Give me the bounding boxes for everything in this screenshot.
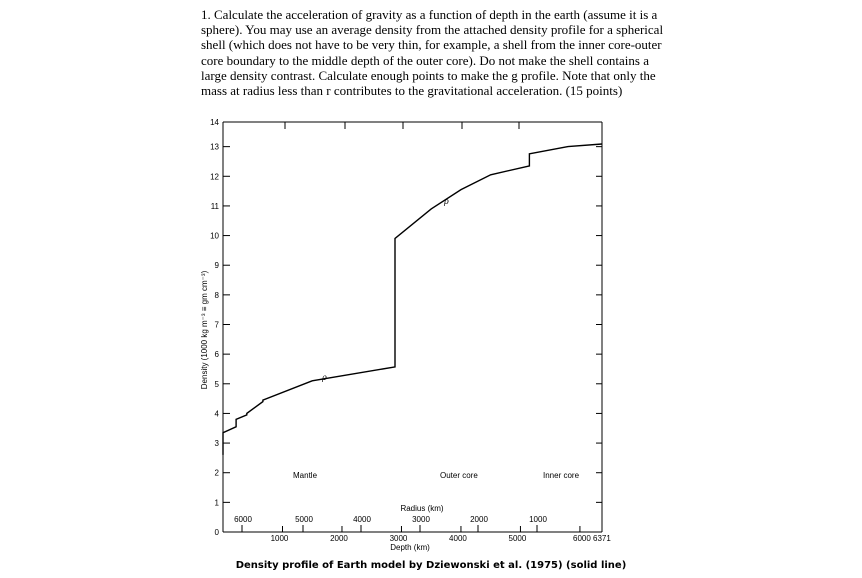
density-curve [223,144,602,455]
radius-tick-label-6000: 6000 [234,515,252,524]
curve-label-core-rho: ρ [444,197,449,206]
depth-tick-label-2000: 2000 [330,534,348,543]
y-tick-label-5: 5 [214,379,219,389]
radius-axis-label: Radius (km) [400,504,444,513]
region-label-inner-core: Inner core [543,471,580,480]
y-tick-label-6: 6 [214,350,219,360]
radius-tick-label-1000: 1000 [529,515,547,524]
depth-tick-label-1000: 1000 [270,534,289,543]
region-label-outer-core: Outer core [440,471,478,480]
depth-tick-label-6000-6371: 6000 6371 [573,534,611,543]
y-tick-label-1: 1 [214,498,219,508]
depth-tick-label-3000: 3000 [389,534,408,543]
radius-tick-label-2000: 2000 [470,515,488,524]
y-tick-label-3: 3 [214,439,219,449]
y-tick-label-11: 11 [210,201,219,211]
y-tick-label-13: 13 [210,142,219,152]
problem-statement: 1. Calculate the acceleration of gravity as a function of depth in the earth (assume it is a sphere). You may use an average density from the attached density profile for a spherical shell (which does not have to be very thin, for example, a shell from the inner core-outer core boundary to the middle depth of the outer core). Do not make the shell contains a large density contrast. Calculate enough points to make the g profile. Note that only the mass at radius less than r contributes to the gravitational acceleration. (15 points) [201,7,664,99]
radius-tick-label-4000: 4000 [353,515,371,524]
x-axis-ticks [234,515,611,543]
y-tick-label-14: 14 [210,118,219,127]
y-tick-label-2: 2 [214,468,219,478]
depth-axis-label: Depth (km) [390,543,430,552]
y-tick-label-9: 9 [214,261,219,271]
y-axis-label: Density (1000 kg m⁻³ ≡ gm cm⁻³) [200,270,209,390]
y-tick-label-10: 10 [210,231,219,241]
y-tick-label-4: 4 [214,409,219,419]
depth-tick-label-5000: 5000 [508,534,527,543]
y-tick-label-0: 0 [214,528,219,537]
y-tick-label-8: 8 [214,290,219,300]
radius-tick-label-5000: 5000 [295,515,313,524]
curve-label-mantle-rho: ρ [322,373,327,382]
chart-caption: Density profile of Earth model by Dziewonski et al. (1975) (solid line) [235,560,627,571]
y-tick-label-12: 12 [210,172,219,182]
depth-tick-label-4000: 4000 [449,534,467,543]
region-label-mantle: Mantle [293,471,318,480]
y-axis-ticks [210,118,230,537]
y-tick-label-7: 7 [214,320,219,330]
radius-tick-label-3000: 3000 [412,515,430,524]
